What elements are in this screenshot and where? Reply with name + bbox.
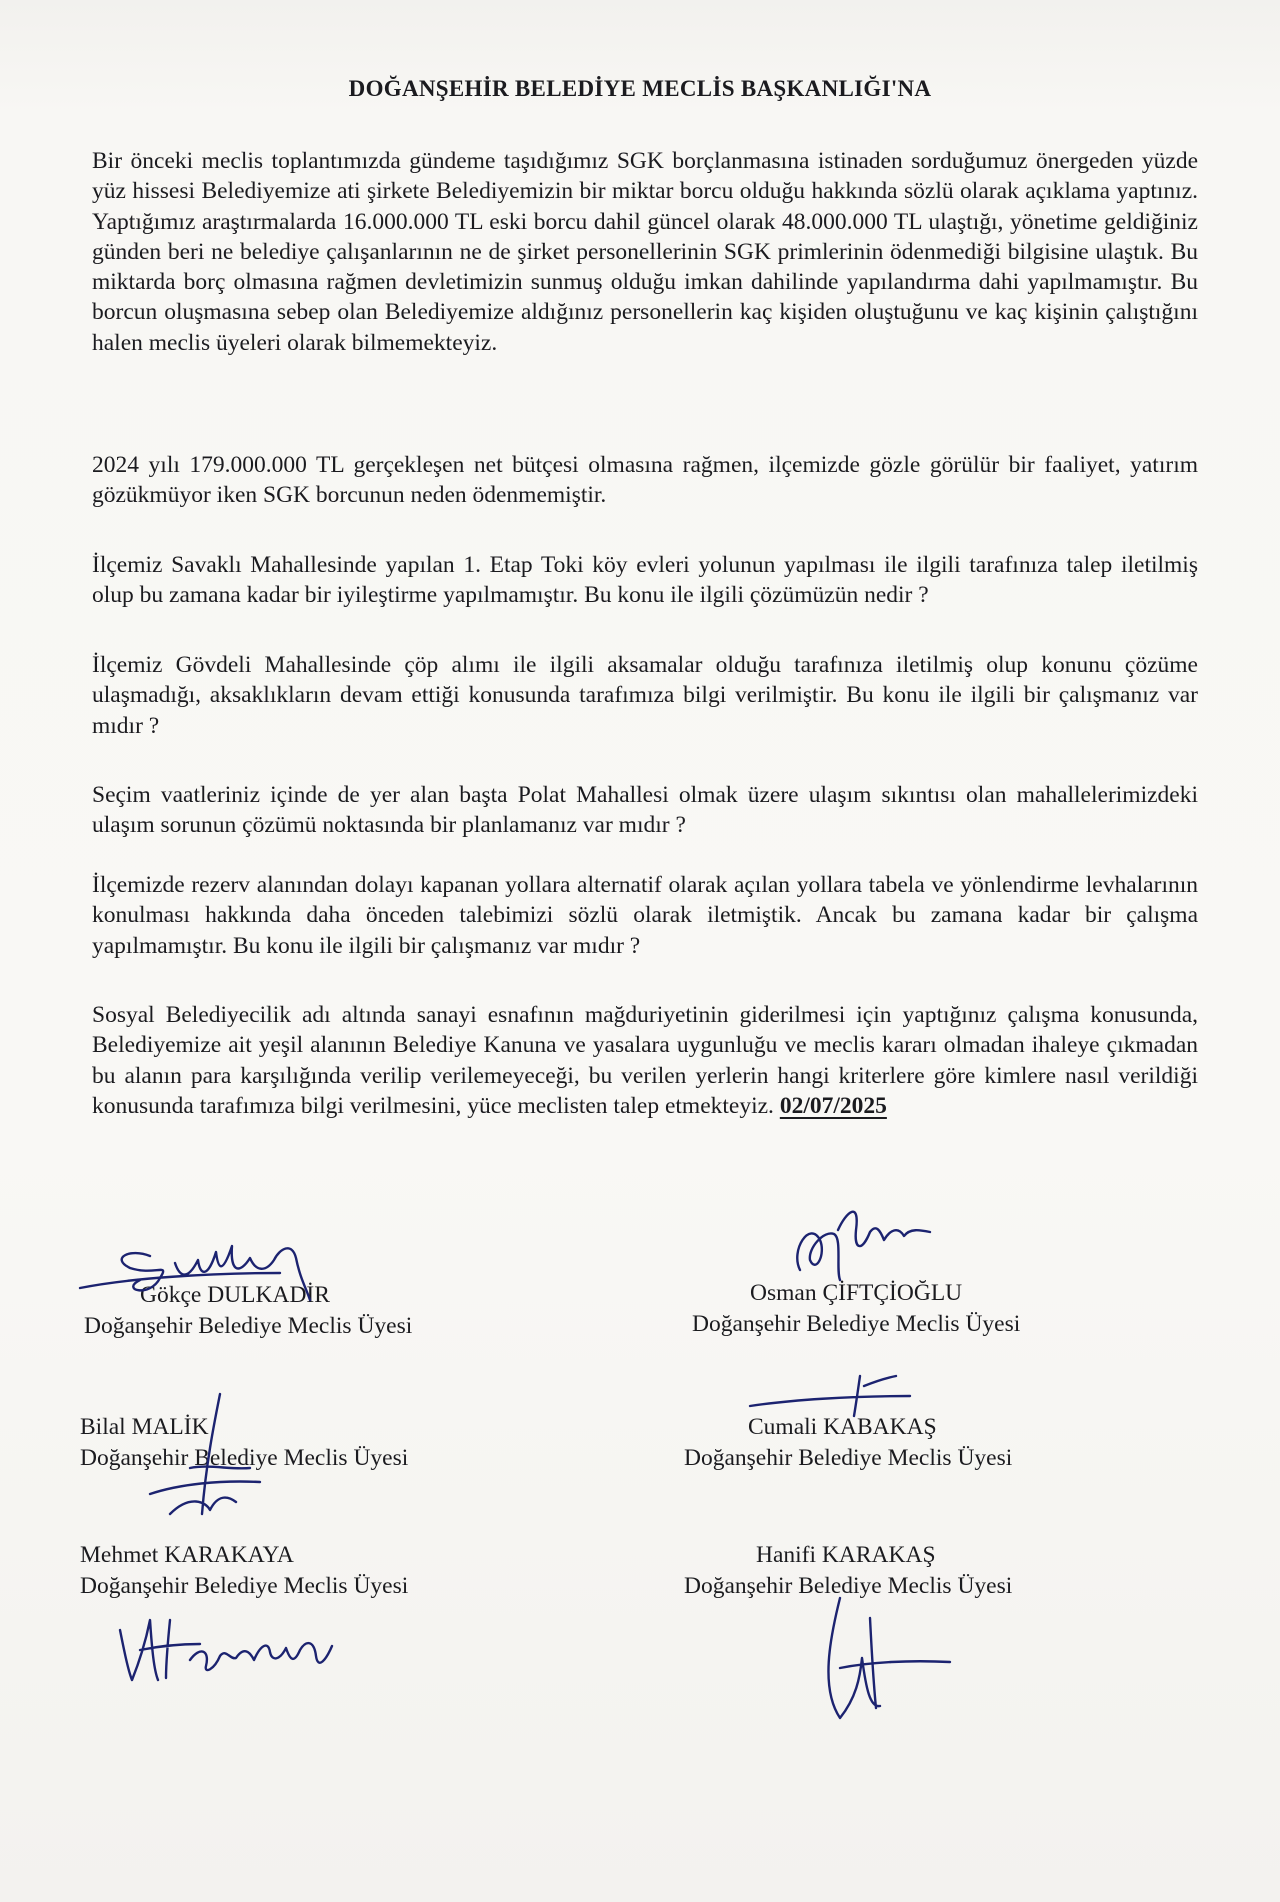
signatory-block-5	[80, 1540, 408, 1602]
paragraph-transport: Seçim vaatleriniz içinde de yer alan başta Polat Mahallesi olmak üzere ulaşım sıkıntısı olan mahallelerimizdeki ulaşım sorunun çözümü noktasında bir planlamanız var mıdır ?	[92, 782, 1198, 839]
signatory-role: Doğanşehir Belediye Meclis Üyesi	[684, 1445, 1013, 1471]
signatory-name: Gökçe DULKADİR	[140, 1282, 330, 1308]
paragraph-closing	[92, 1000, 1198, 1121]
signatory-role: Doğanşehir Belediye Meclis Üyesi	[684, 1573, 1013, 1599]
signature-hanifi-karakas	[800, 1578, 960, 1738]
signature-bilal-malik	[110, 1384, 310, 1534]
signature-cumali-kabakas	[740, 1356, 940, 1426]
signature-osman-ciftcioglu	[780, 1190, 960, 1300]
signature-mehmet-karakaya	[110, 1600, 360, 1690]
signature-gokce-dulkadir	[70, 1218, 370, 1308]
document-date: 02/07/2025	[779, 1092, 887, 1119]
paragraph-govdeli-garbage: İlçemiz Gövdeli Mahallesinde çöp alımı ile ilgili aksamalar olduğu tarafınıza iletilmiş olup konunu çözüme ulaşmadığı, aksaklıkların devam ettiği konusunda tarafımıza bilgi verilmiştir. Bu konu ile ilgili bir çalışmanız var mıdır ?	[92, 652, 1198, 739]
paragraph-savakli-road: İlçemiz Savaklı Mahallesinde yapılan 1. Etap Toki köy evleri yolunun yapılması ile ilgili tarafınıza talep iletilmiş olup bu zamana kadar bir iyileştirme yapılmamıştır. Bu konu ile ilgili çözümüzün nedir ?	[92, 552, 1198, 609]
paragraph-road-signs: İlçemizde rezerv alanından dolayı kapanan yollara alternatif olarak açılan yollara tabela ve yönlendirme levhalarının konulması hakkında daha önceden talebimizi sözlü olarak iletmiştik. Ancak bu zamana kadar bir çalışma yapılmamıştır. Bu konu ile ilgili bir çalışmanız var mıdır ?	[92, 872, 1198, 959]
signatory-role: Doğanşehir Belediye Meclis Üyesi	[80, 1573, 409, 1599]
signatory-name: Mehmet KARAKAYA	[80, 1542, 294, 1568]
signatory-name: Hanifi KARAKAŞ	[756, 1542, 936, 1568]
paragraph-budget: 2024 yılı 179.000.000 TL gerçekleşen net bütçesi olmasına rağmen, ilçemizde gözle görülür bir faaliyet, yatırım gözükmüyor iken SGK borcunun neden ödenmemiştir.	[92, 452, 1198, 509]
document-title: DOĞANŞEHİR BELEDİYE MECLİS BAŞKANLIĞI'NA	[348, 76, 932, 101]
signatory-role: Doğanşehir Belediye Meclis Üyesi	[80, 1445, 409, 1471]
signatory-role: Doğanşehir Belediye Meclis Üyesi	[692, 1311, 1021, 1337]
signatory-name: Cumali KABAKAŞ	[748, 1414, 937, 1440]
signatory-role: Doğanşehir Belediye Meclis Üyesi	[84, 1313, 413, 1339]
signatory-name: Osman ÇİFTÇİOĞLU	[750, 1280, 963, 1306]
closing-text: Sosyal Belediyecilik adı altında sanayi esnafının mağduriyetinin giderilmesi için yaptığınız çalışma konusunda, Belediyemize ait yeşil alanının Belediye Kanuna ve yasalara uygunluğu ve meclis kararı olmadan ihaleye çıkmadan bu alanın para karşılığında verilip verilemeyeceği, bu verilen yerlerin hangi kriterlere göre kimlere nasıl verildiği konusunda tarafımıza bilgi verilmesini, yüce meclisten talep etmekteyiz.	[92, 1002, 1198, 1119]
paragraph-sgk-debt: Bir önceki meclis toplantımızda gündeme taşıdığımız SGK borçlanmasına istinaden sorduğumuz önergeden yüzde yüz hissesi Belediyemize ati şirkete Belediyemizin bir miktar borcu olduğu hakkında sözlü olarak açıklama yaptınız. Yaptığımız araştırmalarda 16.000.000 TL eski borcu dahil güncel olarak 48.000.000 TL ulaştığı, yönetime geldiğiniz günden beri ne belediye çalışanlarının ne de şirket personellerinin SGK primlerinin ödenmediği bilgisine ulaştık. Bu miktarda borç olmasına rağmen devletimizin sunmuş olduğu imkan dahilinde yapılandırma dahi yapılmamıştır. Bu borcun oluşmasına sebep olan Belediyemize aldığınız personellerin kaç kişiden oluştuğunu ve kaç kişinin çalıştığını halen meclis üyeleri olarak bilmemekteyiz.	[92, 148, 1198, 356]
signatory-name: Bilal MALİK	[80, 1414, 209, 1440]
